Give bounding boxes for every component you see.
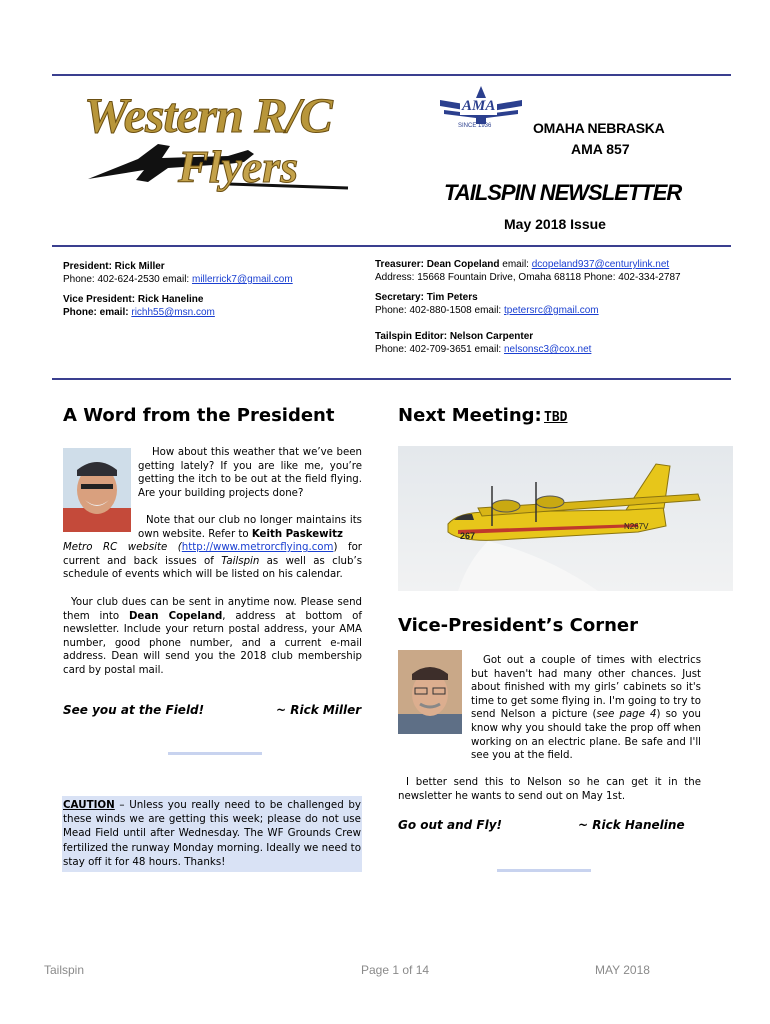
caution-label: CAUTION (63, 799, 115, 811)
secretary-label: Secretary: Tim Peters (375, 292, 478, 303)
treasurer-email-prefix: email: (499, 259, 532, 270)
city: OMAHA NEBRASKA (533, 120, 665, 136)
ama-logo-text: AMA (462, 98, 496, 114)
logo-line1: Western R/C (84, 87, 332, 143)
president-p2-c: ) for current and back issues of (63, 542, 362, 567)
secretary-contact-prefix: Phone: 402-880-1508 email: (375, 305, 504, 316)
vp-contact (63, 306, 363, 319)
vp-label: Vice President: Rick Haneline (63, 294, 204, 305)
vp-contact-prefix: Phone: email: (63, 307, 132, 318)
treasurer-email-link[interactable]: dcopeland937@centurylink.net (531, 259, 670, 270)
vp-p1-italic: see page 4 (596, 709, 657, 721)
newsletter-title: TAILSPIN NEWSLETTER (444, 180, 682, 205)
vp-info (63, 293, 363, 319)
next-meeting-heading: Next Meeting: (398, 405, 542, 426)
vp-heading: Vice-President’s Corner (398, 615, 638, 636)
secretary-info (375, 291, 735, 317)
editor-info (375, 330, 735, 356)
caution-text (63, 798, 361, 869)
editor-email-link[interactable]: nelsonsc3@cox.net (503, 344, 592, 355)
treasurer-label: Treasurer: Dean Copeland (375, 259, 500, 270)
ama-since: SINCE 1936 (458, 123, 492, 129)
president-label: President: Rick Miller (63, 261, 165, 272)
president-p2-d: as well as club’s schedule of events which will be listed on his calendar. (63, 555, 363, 581)
footer-left: Tailspin (44, 963, 85, 977)
plane-number: 267 (460, 531, 476, 541)
top-rule (52, 74, 731, 76)
caution-box (62, 796, 362, 872)
officers-bottom-rule (52, 378, 731, 380)
president-contact-prefix: Phone: 402-624-2530 email: (63, 274, 192, 285)
president-signoff-left: See you at the Field! (63, 703, 205, 717)
vp-p1-block (398, 654, 701, 763)
president-p2-rest (63, 541, 362, 582)
president-p3-a: Your club dues can be sent in anytime now. Please send them into (63, 597, 362, 622)
president-paragraph-1 (138, 446, 362, 500)
club-logo (78, 84, 358, 204)
president-p1-text: How about this weather that we’ve been getting lately? If you are like me, you’re getting the itch to be out at the field flying. Are your building projects done? (138, 447, 362, 499)
treasurer-address: Address: 15668 Fountain Drive, Omaha 68118 Phone: 402-334-2787 (375, 272, 681, 283)
chapter: AMA 857 (571, 141, 630, 157)
secretary-email-link[interactable]: tpetersrc@gmail.com (503, 305, 599, 316)
logo-line2: Flyers (178, 141, 299, 192)
president-paragraph-3 (63, 596, 362, 678)
president-email-link[interactable]: millerrick7@gmail.com (191, 274, 293, 285)
vp-signoff-left: Go out and Fly! (398, 818, 502, 832)
ama-logo (438, 84, 524, 134)
editor-contact-prefix: Phone: 402-709-3651 email: (375, 344, 504, 355)
president-contact (63, 273, 363, 286)
footer-right: MAY 2018 (595, 963, 650, 977)
president-p2-italic: Tailspin (221, 555, 260, 567)
vp-paragraph-1 (398, 654, 701, 763)
president-p2-b: Metro RC website ( (63, 542, 182, 554)
president-p2-block (63, 514, 362, 541)
editor-contact (375, 343, 735, 356)
metrorc-link[interactable]: http://www.metrorcflying.com (181, 542, 334, 554)
vp-p1-a: Got out a couple of times with electrics but haven't had many other chances. Just about finished with my girls’ cabinets so it's time to get some flying in. I'm going to try to send Nelson a picture ( (471, 655, 701, 721)
president-p3-name: Dean Copeland (128, 610, 223, 622)
vp-signoff-right: ~ Rick Haneline (578, 818, 685, 832)
vp-p2-text: I better send this to Nelson so he can get it in the newsletter he wants to send out on May 1st. (398, 777, 701, 802)
vp-divider (497, 869, 591, 872)
vp-email-link[interactable]: richh55@msn.com (131, 307, 215, 318)
president-p2-name: Keith Paskewitz (251, 528, 343, 540)
president-paragraph-2 (63, 514, 362, 582)
next-meeting-value: TBD (544, 410, 568, 425)
president-signoff-right: ~ Rick Miller (276, 703, 362, 717)
water-bomber-photo (398, 446, 733, 591)
vp-p1-b: ) so you know why you should take the prop off when working on an electric plane. Be safe and I'll see you at the field. (471, 709, 701, 762)
caution-body: – Unless you really need to be challenged by these winds we are getting this week; please do not use Mead Field until after Wednesday. The WF Grounds Crew fertilized the runway Monday morning. Ideally we need to stay off it for 48 hours. Thanks! (63, 799, 361, 868)
plane-tail-number: N267V (624, 522, 649, 531)
president-info (63, 260, 363, 286)
vp-paragraph-2 (398, 776, 701, 803)
president-p3-b: , address at bottom of newsletter. Include your return postal address, your AMA number, good phone number, and a current e-mail address. Dean will send you the 2018 club membership card by postal mail. (63, 610, 362, 676)
president-p2-a: Note that our club no longer maintains its own website. Refer to (138, 515, 362, 540)
officers-top-rule (52, 245, 731, 247)
editor-label: Tailspin Editor: Nelson Carpenter (375, 331, 534, 342)
treasurer-info (375, 258, 735, 284)
footer-center: Page 1 of 14 (361, 963, 430, 977)
president-heading: A Word from the President (63, 405, 335, 426)
treasurer-line (375, 258, 735, 271)
secretary-contact (375, 304, 735, 317)
president-divider (168, 752, 262, 755)
issue-date: May 2018 Issue (504, 216, 606, 232)
